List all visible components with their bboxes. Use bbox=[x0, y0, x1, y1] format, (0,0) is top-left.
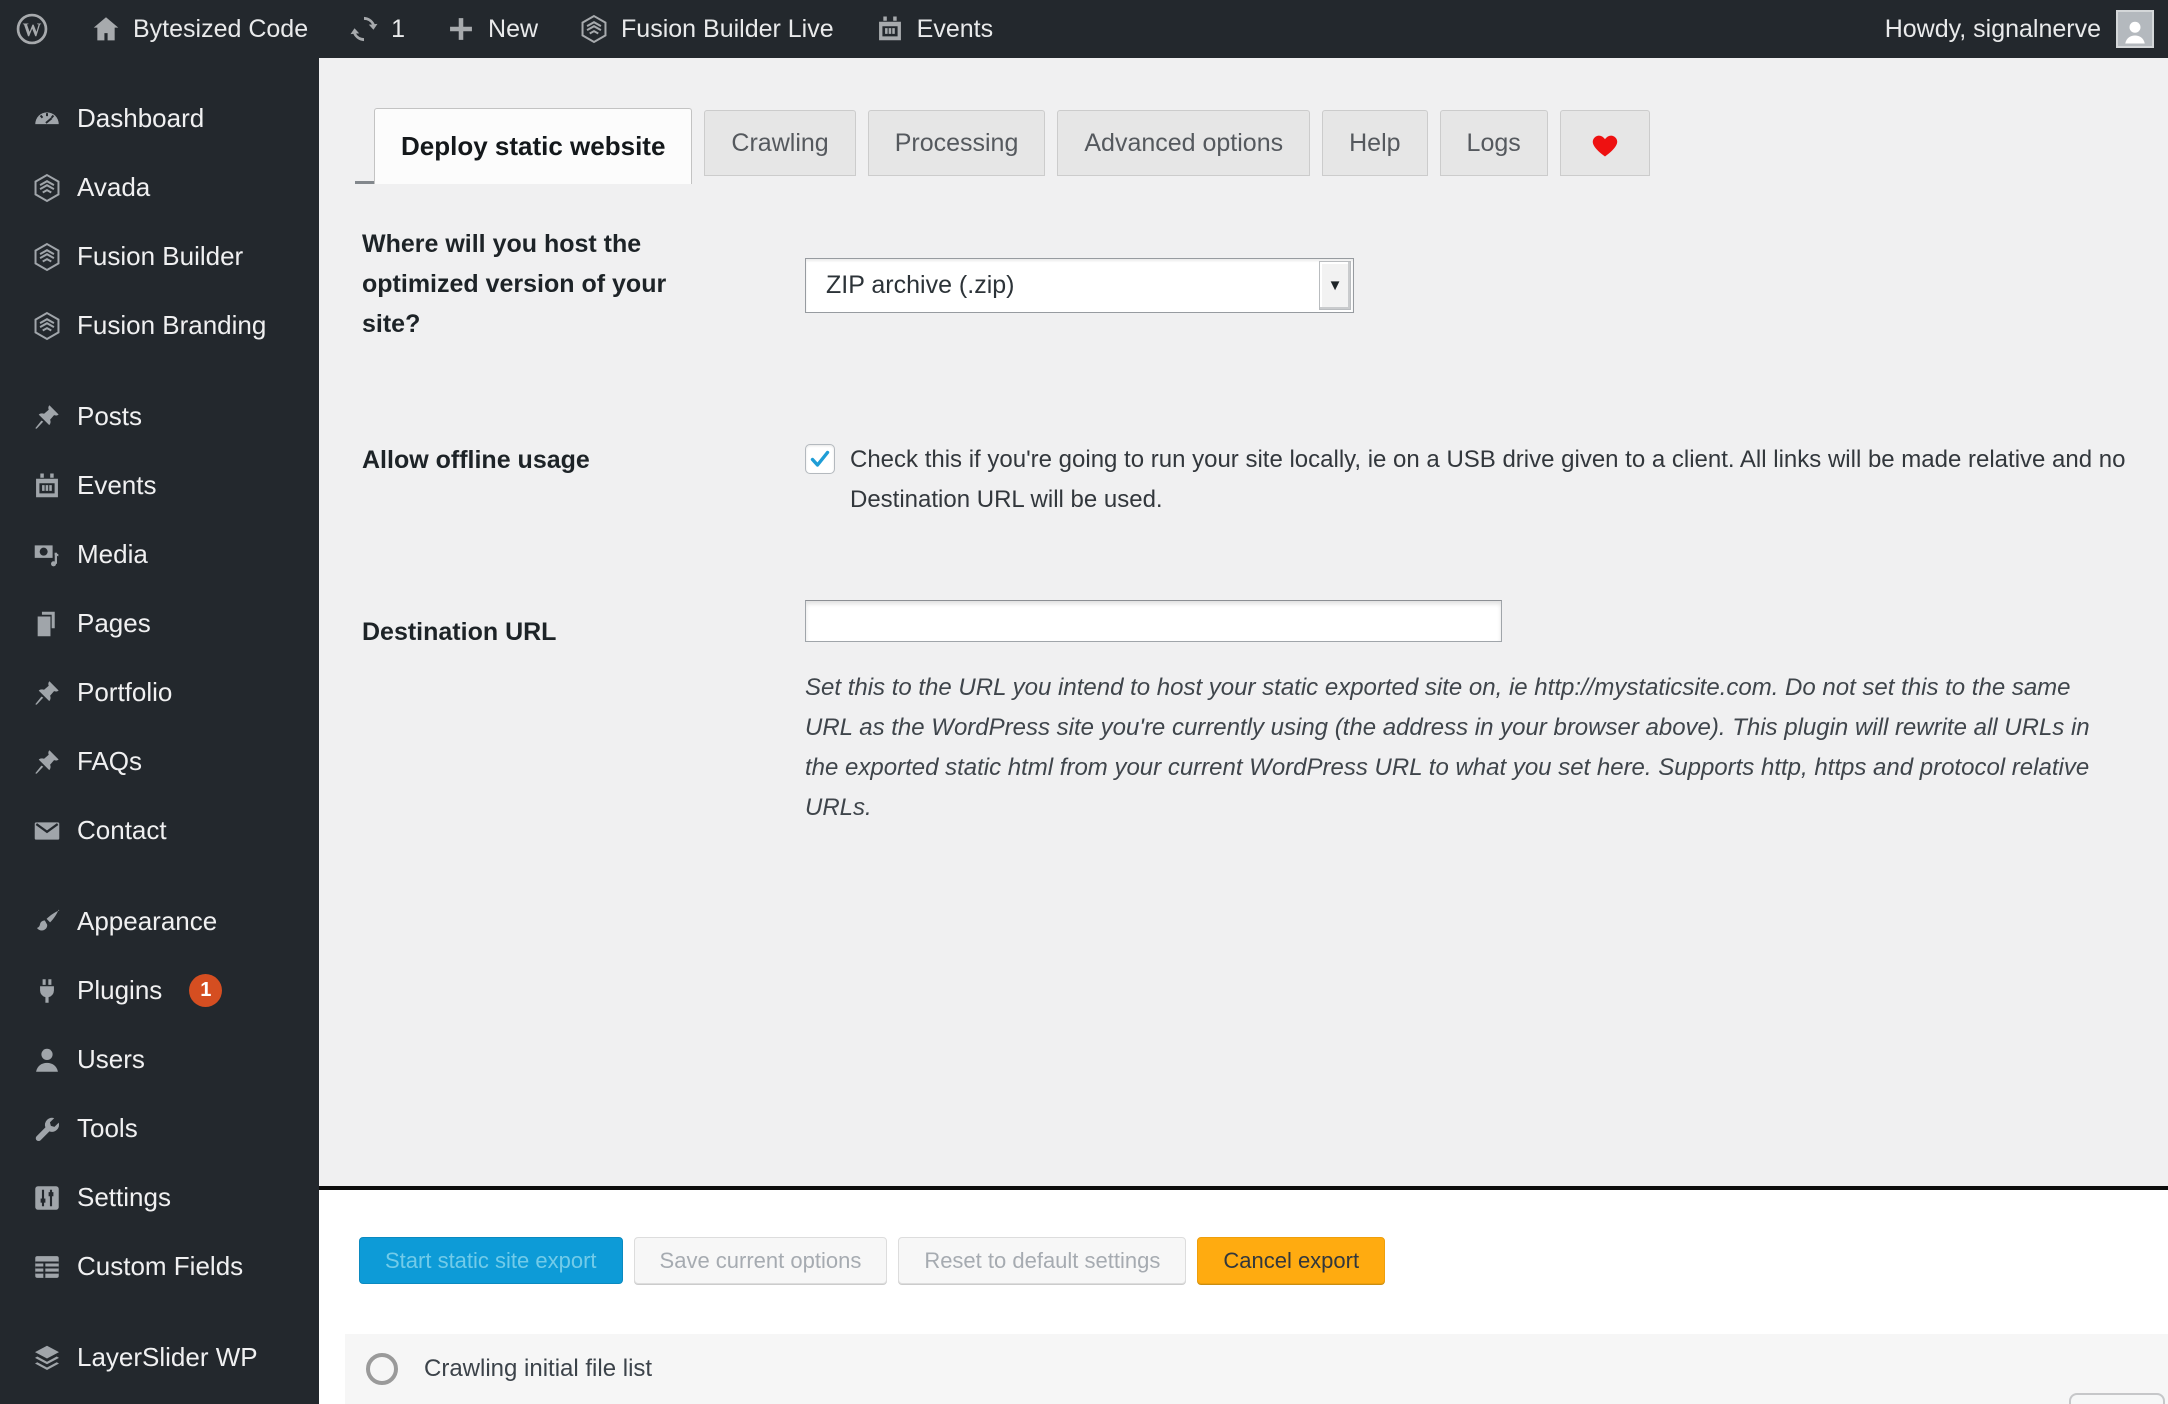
sidebar-item-settings[interactable] bbox=[0, 1163, 319, 1232]
tab-crawling[interactable] bbox=[704, 110, 855, 176]
reset-to-default-settings-button[interactable]: Reset to default settings bbox=[898, 1237, 1186, 1284]
host-setting-row bbox=[362, 224, 2168, 344]
adminbar-item-events[interactable] bbox=[874, 13, 993, 45]
wrench-icon bbox=[31, 1113, 63, 1145]
sidebar-item-label: Events bbox=[77, 470, 157, 500]
sidebar-item-layerslider-wp[interactable] bbox=[0, 1323, 319, 1392]
destination-url-input[interactable] bbox=[805, 600, 1502, 642]
fusion-hexagon-icon bbox=[578, 13, 610, 45]
tab-advanced-options[interactable] bbox=[1057, 110, 1310, 176]
sidebar-item-appearance[interactable] bbox=[0, 887, 319, 956]
sidebar-item-plugins[interactable] bbox=[0, 956, 319, 1025]
tab-label: Advanced options bbox=[1084, 128, 1284, 157]
sidebar-item-label: Posts bbox=[77, 401, 143, 431]
update-icon bbox=[348, 13, 380, 45]
sidebar-item-label: FAQs bbox=[77, 746, 143, 776]
select-dropdown-arrow-icon[interactable]: ▼ bbox=[1319, 261, 1351, 310]
host-target-selected-value: ZIP archive (.zip) bbox=[826, 271, 1015, 299]
settings-form bbox=[319, 224, 2168, 828]
sidebar-item-label: Settings bbox=[77, 1182, 171, 1212]
adminbar-item-label: Fusion Builder Live bbox=[621, 14, 834, 43]
offline-usage-help-text: Check this if you're going to run your site locally, ie on a USB drive given to a client. All links will be made relative and no Destination URL will be used. bbox=[850, 446, 2126, 513]
pushpin-icon bbox=[31, 746, 63, 778]
pages-icon bbox=[31, 608, 63, 640]
dashboard-icon bbox=[31, 103, 63, 135]
adminbar-item-label: Events bbox=[916, 14, 994, 43]
adminbar-item-label: New bbox=[488, 14, 539, 43]
adminbar-item-new[interactable] bbox=[445, 13, 538, 45]
sidebar-item-label: Custom Fields bbox=[77, 1251, 244, 1281]
allow-offline-checkbox[interactable] bbox=[805, 444, 835, 474]
cancel-export-button[interactable]: Cancel export bbox=[1197, 1237, 1385, 1284]
tab-label: Processing bbox=[894, 128, 1019, 157]
sidebar-item-label: Media bbox=[77, 539, 148, 569]
destination-url-label: Destination URL bbox=[362, 618, 557, 646]
action-buttons-row bbox=[359, 1237, 2168, 1284]
export-status-row bbox=[345, 1334, 2168, 1404]
home-icon bbox=[90, 13, 122, 45]
wordpress-icon bbox=[14, 11, 50, 47]
sidebar-item-dashboard[interactable] bbox=[0, 84, 319, 153]
tab-label: Help bbox=[1349, 128, 1401, 157]
pushpin-icon bbox=[31, 677, 63, 709]
media-icon bbox=[31, 539, 63, 571]
sidebar-item-users[interactable] bbox=[0, 1025, 319, 1094]
update-count-badge: 1 bbox=[189, 974, 222, 1007]
adminbar-item-fusion-builder-live[interactable] bbox=[578, 13, 834, 45]
sidebar-item-label: Users bbox=[77, 1044, 145, 1074]
save-current-options-button[interactable]: Save current options bbox=[634, 1237, 888, 1284]
tab-logs[interactable] bbox=[1440, 110, 1548, 176]
sidebar-item-label: Appearance bbox=[77, 906, 218, 936]
sidebar-item-avada[interactable] bbox=[0, 153, 319, 222]
tab-help[interactable] bbox=[1322, 110, 1427, 176]
brush-icon bbox=[31, 906, 63, 938]
sidebar-item-label: Fusion Builder bbox=[77, 241, 244, 271]
sidebar-item-portfolio[interactable] bbox=[0, 658, 319, 727]
admin-top-bar bbox=[0, 0, 2168, 58]
sliders-icon bbox=[31, 1182, 63, 1214]
main-content bbox=[319, 58, 2168, 1404]
heart-icon bbox=[1587, 125, 1623, 161]
calendar-icon bbox=[31, 470, 63, 502]
sidebar-item-label: Portfolio bbox=[77, 677, 173, 707]
sidebar-item-label: Pages bbox=[77, 608, 151, 638]
adminbar-item-wordpress-icon[interactable] bbox=[14, 11, 50, 47]
destination-url-description: Set this to the URL you intend to host your static exported site on, ie http://mystaticsite.com. Do not set this to the same URL as the WordPress site you're currently using (the address in your browser above). This plugin will rewrite all URLs in the exported static html from your current WordPress URL to what you set here. Supports http, https and protocol relative URLs. bbox=[805, 674, 2090, 821]
actions-section bbox=[319, 1190, 2168, 1404]
sidebar-item-label: Fusion Branding bbox=[77, 310, 267, 340]
tab-label: Deploy static website bbox=[401, 131, 666, 161]
sidebar-item-label: Contact bbox=[77, 815, 167, 845]
sidebar-item-label: Dashboard bbox=[77, 103, 205, 133]
user-icon bbox=[31, 1044, 63, 1076]
hexagon-icon bbox=[31, 310, 63, 342]
admin-bar-account-group[interactable] bbox=[1885, 10, 2154, 48]
bottom-right-partial-element[interactable] bbox=[2069, 1393, 2165, 1404]
adminbar-item-1[interactable] bbox=[348, 13, 405, 45]
menu-separator bbox=[0, 1301, 319, 1323]
hexagon-icon bbox=[31, 241, 63, 273]
admin-sidebar-menu bbox=[0, 58, 319, 1404]
status-label: Crawling initial file list bbox=[424, 1355, 653, 1382]
sidebar-item-custom-fields[interactable] bbox=[0, 1232, 319, 1301]
admin-bar-left-group bbox=[14, 11, 993, 47]
plugin-icon bbox=[31, 975, 63, 1007]
user-avatar-icon[interactable] bbox=[2116, 10, 2154, 48]
offline-usage-row bbox=[362, 440, 2168, 520]
tab-deploy-static-website[interactable] bbox=[374, 108, 692, 184]
table-icon bbox=[31, 1251, 63, 1283]
host-setting-label: Where will you host the optimized version of your site? bbox=[362, 230, 667, 338]
sidebar-item-posts[interactable] bbox=[0, 382, 319, 451]
adminbar-item-label: 1 bbox=[391, 14, 406, 43]
host-target-select[interactable] bbox=[805, 258, 1354, 313]
start-static-site-export-button[interactable]: Start static site export bbox=[359, 1237, 623, 1284]
adminbar-item-label: Bytesized Code bbox=[133, 14, 309, 43]
svg-text:W: W bbox=[22, 19, 42, 41]
menu-separator bbox=[0, 360, 319, 382]
offline-usage-label: Allow offline usage bbox=[362, 446, 590, 474]
destination-url-row bbox=[362, 600, 2168, 828]
tab-heart-icon[interactable] bbox=[1560, 110, 1650, 176]
sidebar-item-fusion-branding[interactable] bbox=[0, 291, 319, 360]
tab-label: Logs bbox=[1466, 128, 1521, 157]
hexagon-icon bbox=[31, 172, 63, 204]
sidebar-item-tools[interactable] bbox=[0, 1094, 319, 1163]
sidebar-item-fusion-builder[interactable] bbox=[0, 222, 319, 291]
sidebar-item-label: LayerSlider WP bbox=[77, 1342, 258, 1372]
account-greeting[interactable]: Howdy, signalnerve bbox=[1884, 14, 2101, 43]
plus-icon bbox=[445, 13, 477, 45]
sidebar-item-media[interactable] bbox=[0, 520, 319, 589]
tab-processing[interactable] bbox=[868, 110, 1046, 176]
plugin-tabs bbox=[319, 104, 2168, 184]
sidebar-item-events[interactable] bbox=[0, 451, 319, 520]
adminbar-item-bytesized-code[interactable] bbox=[90, 13, 308, 45]
layers-icon bbox=[31, 1342, 63, 1374]
circle-outline-icon bbox=[366, 1353, 398, 1385]
sidebar-item-faqs[interactable] bbox=[0, 727, 319, 796]
sidebar-item-label: Plugins bbox=[77, 975, 163, 1005]
tab-label: Crawling bbox=[731, 128, 829, 157]
calendar-icon bbox=[874, 13, 906, 45]
sidebar-item-label: Avada bbox=[77, 172, 151, 202]
pushpin-icon bbox=[31, 401, 63, 433]
sidebar-item-label: Tools bbox=[77, 1113, 138, 1143]
sidebar-item-contact[interactable] bbox=[0, 796, 319, 865]
envelope-icon bbox=[31, 815, 63, 847]
sidebar-item-pages[interactable] bbox=[0, 589, 319, 658]
menu-separator bbox=[0, 865, 319, 887]
